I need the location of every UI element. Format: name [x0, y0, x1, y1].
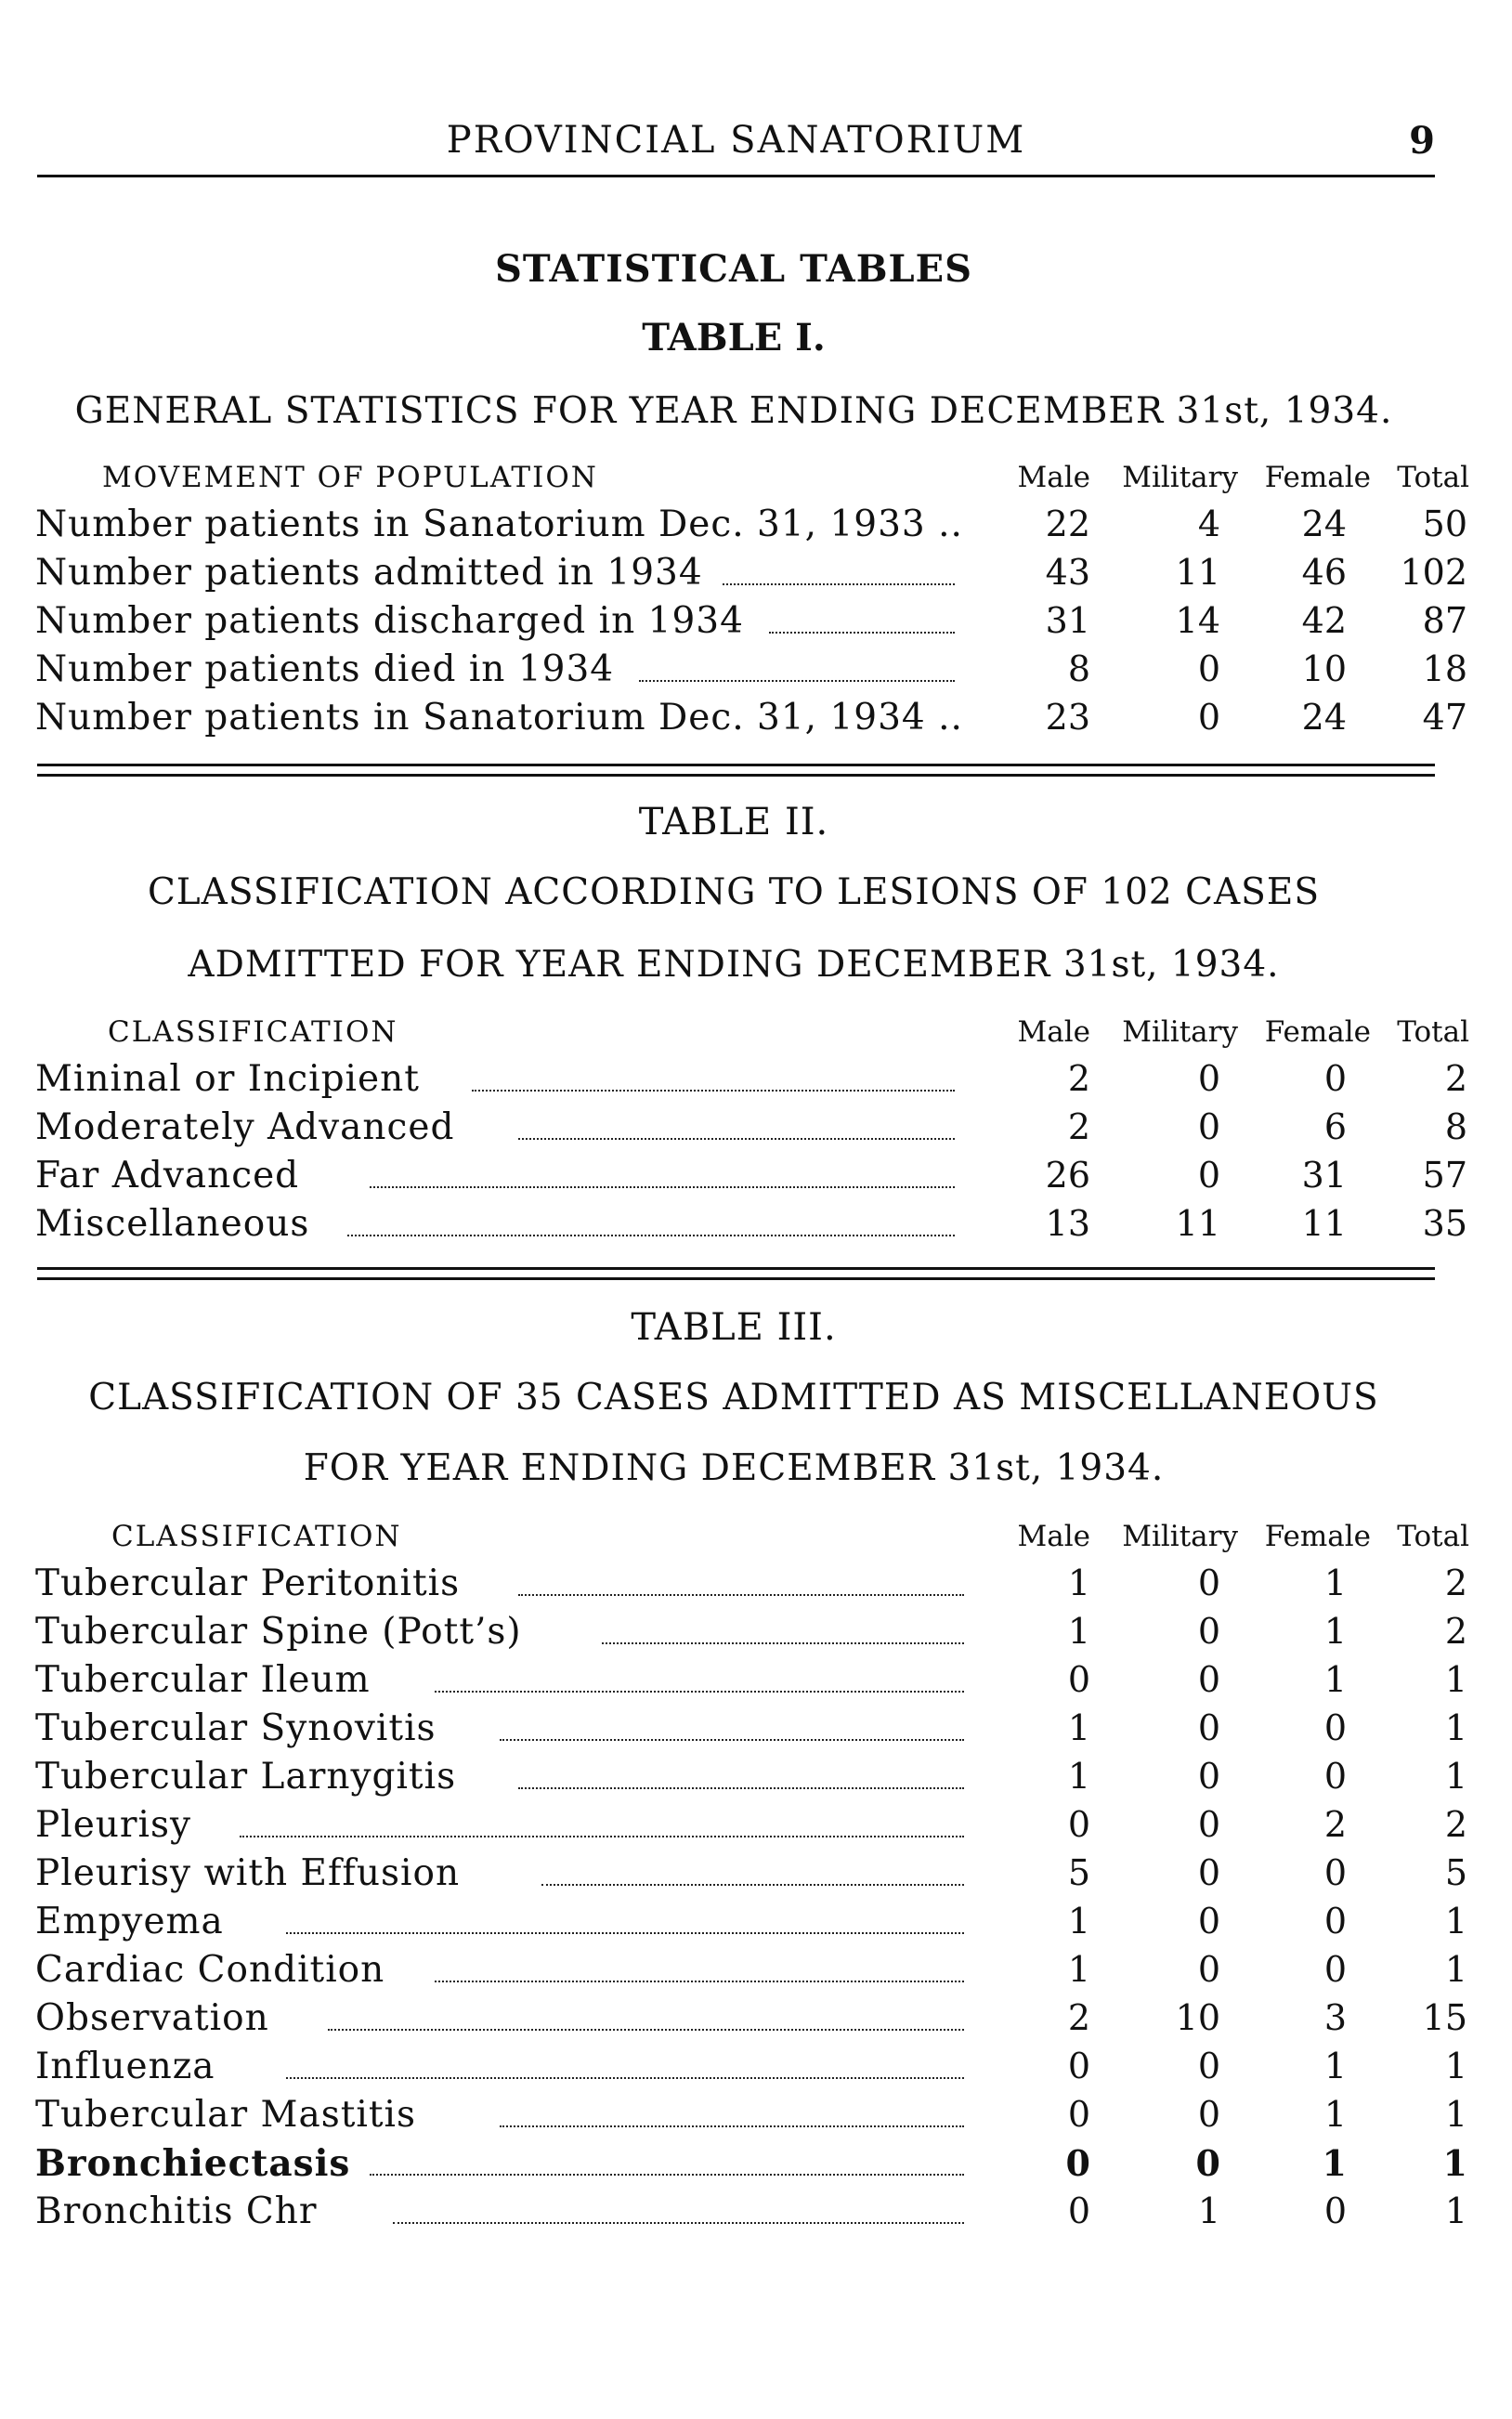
cell-total: 2: [1444, 1611, 1467, 1652]
cell-total: 1: [1444, 1756, 1467, 1797]
table1-caption: GENERAL STATISTICS FOR YEAR ENDING DECEMBER 31st, 1934.: [74, 390, 1393, 432]
cell-total: 50: [1422, 503, 1467, 544]
cell-male: 13: [1045, 1203, 1090, 1244]
cell-total: 1: [1444, 2190, 1467, 2231]
table-row: [35, 1945, 1467, 1994]
cell-total: 18: [1422, 648, 1467, 689]
row-label: Number patients died in 1934: [35, 648, 615, 690]
cell-female: 0: [1323, 2190, 1347, 2231]
dot-leader: [639, 680, 955, 682]
cell-total: 2: [1444, 1804, 1467, 1845]
table2-header-female: Female: [1264, 1015, 1371, 1049]
row-label: Tubercular Ileum: [35, 1659, 371, 1701]
cell-military: 0: [1197, 1058, 1220, 1099]
table-row: [35, 548, 1467, 596]
row-label: Cardiac Condition: [35, 1949, 385, 1991]
cell-military: 14: [1175, 600, 1220, 641]
table3-header-label: CLASSIFICATION: [111, 1520, 402, 1553]
row-label: Influenza: [35, 2046, 215, 2087]
dot-leader: [518, 1594, 964, 1596]
cell-male: 1: [1067, 1563, 1090, 1603]
dot-leader: [435, 1981, 964, 1982]
dot-leader: [435, 1691, 964, 1693]
cell-military: 0: [1197, 1901, 1220, 1942]
dot-leader: [472, 1090, 955, 1092]
table-row: [35, 2042, 1467, 2090]
cell-military: 0: [1197, 1659, 1220, 1700]
cell-total: 1: [1444, 1949, 1467, 1990]
cell-military: 4: [1197, 503, 1220, 544]
main-heading: STATISTICAL TABLES: [495, 247, 972, 291]
cell-male: 1: [1067, 1611, 1090, 1652]
cell-male: 0: [1067, 1659, 1090, 1700]
cell-female: 0: [1323, 1901, 1347, 1942]
cell-total: 1: [1444, 2094, 1467, 2135]
table3-header-military: Military: [1122, 1520, 1238, 1553]
table-row: [35, 1849, 1467, 1897]
cell-male: 0: [1067, 2046, 1090, 2086]
cell-female: 10: [1301, 648, 1347, 689]
table2-header-total: Total: [1397, 1015, 1469, 1049]
cell-female: 1: [1323, 2046, 1347, 2086]
row-label: Miscellaneous: [35, 1203, 310, 1245]
running-head: [37, 119, 1435, 177]
table-row: [35, 645, 1467, 693]
table-row: [35, 2187, 1467, 2235]
row-label: Bronchiectasis: [35, 2142, 351, 2185]
dot-leader: [328, 2029, 964, 2031]
page-number: 9: [1409, 119, 1435, 163]
dot-leader: [347, 1235, 955, 1236]
row-label: Moderately Advanced: [35, 1106, 455, 1148]
row-label: Bronchitis Chr: [35, 2190, 318, 2232]
cell-military: 0: [1197, 1106, 1220, 1147]
row-label: Number patients discharged in 1934: [35, 600, 744, 642]
cell-military: 0: [1197, 1804, 1220, 1845]
cell-female: 3: [1323, 1997, 1347, 2038]
row-label: Empyema: [35, 1901, 224, 1942]
table2-title: TABLE II.: [638, 801, 829, 843]
cell-military: 11: [1175, 1203, 1220, 1244]
cell-female: 31: [1301, 1155, 1347, 1196]
cell-female: 24: [1301, 697, 1347, 738]
cell-female: 0: [1323, 1756, 1347, 1797]
row-label: Number patients admitted in 1934: [35, 552, 703, 594]
table-row: [35, 1054, 1467, 1103]
table-row: [35, 500, 1467, 548]
table1-header-male: Male: [1017, 461, 1090, 494]
cell-military: 10: [1175, 1997, 1220, 2038]
cell-military: 0: [1197, 648, 1220, 689]
row-label: Observation: [35, 1997, 269, 2039]
cell-male: 1: [1067, 1901, 1090, 1942]
table-row: [35, 1704, 1467, 1752]
dot-leader: [370, 1186, 955, 1188]
cell-total: 47: [1422, 697, 1467, 738]
table3: [35, 1514, 1469, 2235]
cell-total: 1: [1444, 1707, 1467, 1748]
cell-military: 0: [1197, 1852, 1220, 1893]
dot-leader: [393, 2222, 964, 2224]
table-divider: [37, 764, 1435, 777]
dot-leader: [370, 2174, 964, 2176]
table2-header: [35, 1010, 1469, 1054]
cell-total: 8: [1444, 1106, 1467, 1147]
table2-header-military: Military: [1122, 1015, 1238, 1049]
table2-caption-line2: ADMITTED FOR YEAR ENDING DECEMBER 31st, 1934.: [188, 944, 1280, 986]
dot-leader: [723, 583, 955, 585]
table3-header-male: Male: [1017, 1520, 1090, 1553]
table-row: [35, 2090, 1467, 2138]
dot-leader: [500, 2125, 964, 2127]
table-row: [35, 1994, 1467, 2042]
cell-female: 42: [1301, 600, 1347, 641]
cell-military: 0: [1197, 2094, 1220, 2135]
running-title: PROVINCIAL SANATORIUM: [446, 119, 1026, 162]
cell-total: 87: [1422, 600, 1467, 641]
table-row: [35, 596, 1467, 645]
table-row: [35, 1607, 1467, 1655]
cell-male: 2: [1067, 1058, 1090, 1099]
table-row: [35, 1655, 1467, 1704]
cell-military: 0: [1197, 2046, 1220, 2086]
row-label: Number patients in Sanatorium Dec. 31, 1933 ..: [35, 503, 963, 545]
cell-military: 0: [1197, 1756, 1220, 1797]
table-row: [35, 1897, 1467, 1945]
cell-male: 0: [1067, 2190, 1090, 2231]
cell-military: 1: [1197, 2190, 1220, 2231]
cell-male: 22: [1045, 503, 1090, 544]
cell-military: 0: [1197, 1949, 1220, 1990]
row-label: Pleurisy with Effusion: [35, 1852, 461, 1894]
cell-male: 1: [1067, 1949, 1090, 1990]
table2-caption-line1: CLASSIFICATION ACCORDING TO LESIONS OF 102 CASES: [147, 871, 1321, 913]
row-label: Number patients in Sanatorium Dec. 31, 1934 ..: [35, 697, 963, 739]
table-row: [35, 693, 1467, 741]
table-row: [35, 1103, 1467, 1151]
cell-male: 0: [1067, 1804, 1090, 1845]
dot-leader: [500, 1739, 964, 1741]
dot-leader: [602, 1642, 964, 1644]
cell-female: 46: [1301, 552, 1347, 593]
cell-male: 1: [1067, 1756, 1090, 1797]
cell-military: 11: [1175, 552, 1220, 593]
dot-leader: [769, 632, 955, 634]
table1-header-label: MOVEMENT OF POPULATION: [102, 461, 598, 494]
cell-military: 0: [1197, 1611, 1220, 1652]
cell-total: 1: [1442, 2142, 1467, 2184]
table3-title: TABLE III.: [631, 1306, 837, 1349]
cell-male: 23: [1045, 697, 1090, 738]
cell-total: 2: [1444, 1058, 1467, 1099]
row-label: Mininal or Incipient: [35, 1058, 420, 1100]
cell-female: 1: [1323, 1659, 1347, 1700]
cell-female: 1: [1323, 2094, 1347, 2135]
table3-caption-line2: FOR YEAR ENDING DECEMBER 31st, 1934.: [303, 1447, 1165, 1489]
dot-leader: [286, 2077, 964, 2079]
cell-female: 0: [1323, 1058, 1347, 1099]
row-label: Tubercular Synovitis: [35, 1707, 437, 1749]
row-label: Tubercular Mastitis: [35, 2094, 417, 2136]
dot-leader: [518, 1138, 955, 1140]
cell-total: 15: [1422, 1997, 1467, 2038]
table-row: [35, 1752, 1467, 1800]
table1-header-military: Military: [1122, 461, 1238, 494]
row-label: Tubercular Larnygitis: [35, 1756, 457, 1798]
table1-header-female: Female: [1264, 461, 1371, 494]
table3-header-total: Total: [1397, 1520, 1469, 1553]
cell-male: 1: [1067, 1707, 1090, 1748]
row-label: Tubercular Spine (Pott’s): [35, 1611, 522, 1653]
table1-header-total: Total: [1397, 461, 1469, 494]
cell-male: 8: [1067, 648, 1090, 689]
table3-header-female: Female: [1264, 1520, 1371, 1553]
cell-total: 1: [1444, 2046, 1467, 2086]
table2-header-label: CLASSIFICATION: [108, 1015, 398, 1049]
cell-female: 0: [1323, 1949, 1347, 1990]
cell-female: 11: [1301, 1203, 1347, 1244]
cell-military: 0: [1197, 697, 1220, 738]
table-row: [35, 1559, 1467, 1607]
table1-header: [35, 455, 1469, 500]
cell-total: 1: [1444, 1901, 1467, 1942]
dot-leader: [541, 1884, 964, 1886]
row-label: Tubercular Peritonitis: [35, 1563, 461, 1604]
table-row: [35, 1800, 1467, 1849]
cell-male: 26: [1045, 1155, 1090, 1196]
cell-male: 31: [1045, 600, 1090, 641]
cell-military: 0: [1195, 2142, 1220, 2184]
cell-military: 0: [1197, 1563, 1220, 1603]
table-row: [35, 1151, 1467, 1199]
cell-male: 43: [1045, 552, 1090, 593]
cell-male: 2: [1067, 1106, 1090, 1147]
cell-male: 5: [1067, 1852, 1090, 1893]
cell-female: 0: [1323, 1707, 1347, 1748]
cell-military: 0: [1197, 1707, 1220, 1748]
table1: [35, 455, 1469, 741]
table2-header-male: Male: [1017, 1015, 1090, 1049]
cell-military: 0: [1197, 1155, 1220, 1196]
cell-total: 2: [1444, 1563, 1467, 1603]
cell-male: 0: [1067, 2094, 1090, 2135]
cell-female: 6: [1323, 1106, 1347, 1147]
cell-female: 1: [1323, 1611, 1347, 1652]
cell-male: 2: [1067, 1997, 1090, 2038]
table2: [35, 1010, 1469, 1248]
table1-title: TABLE I.: [642, 316, 826, 360]
dot-leader: [518, 1787, 964, 1789]
cell-total: 1: [1444, 1659, 1467, 1700]
cell-female: 24: [1301, 503, 1347, 544]
cell-total: 35: [1422, 1203, 1467, 1244]
dot-leader: [286, 1932, 964, 1934]
cell-total: 5: [1444, 1852, 1467, 1893]
table-row: [35, 1199, 1467, 1248]
cell-female: 0: [1323, 1852, 1347, 1893]
cell-total: 102: [1400, 552, 1467, 593]
table-divider: [37, 1267, 1435, 1280]
cell-female: 1: [1322, 2142, 1347, 2184]
cell-female: 1: [1323, 1563, 1347, 1603]
row-label: Pleurisy: [35, 1804, 192, 1846]
cell-female: 2: [1323, 1804, 1347, 1845]
dot-leader: [240, 1836, 964, 1837]
table-row: [35, 2138, 1467, 2187]
cell-male: 0: [1065, 2142, 1090, 2184]
row-label: Far Advanced: [35, 1155, 300, 1196]
table3-caption-line1: CLASSIFICATION OF 35 CASES ADMITTED AS MISCELLANEOUS: [88, 1377, 1379, 1419]
table3-header: [35, 1514, 1469, 1559]
cell-total: 57: [1422, 1155, 1467, 1196]
